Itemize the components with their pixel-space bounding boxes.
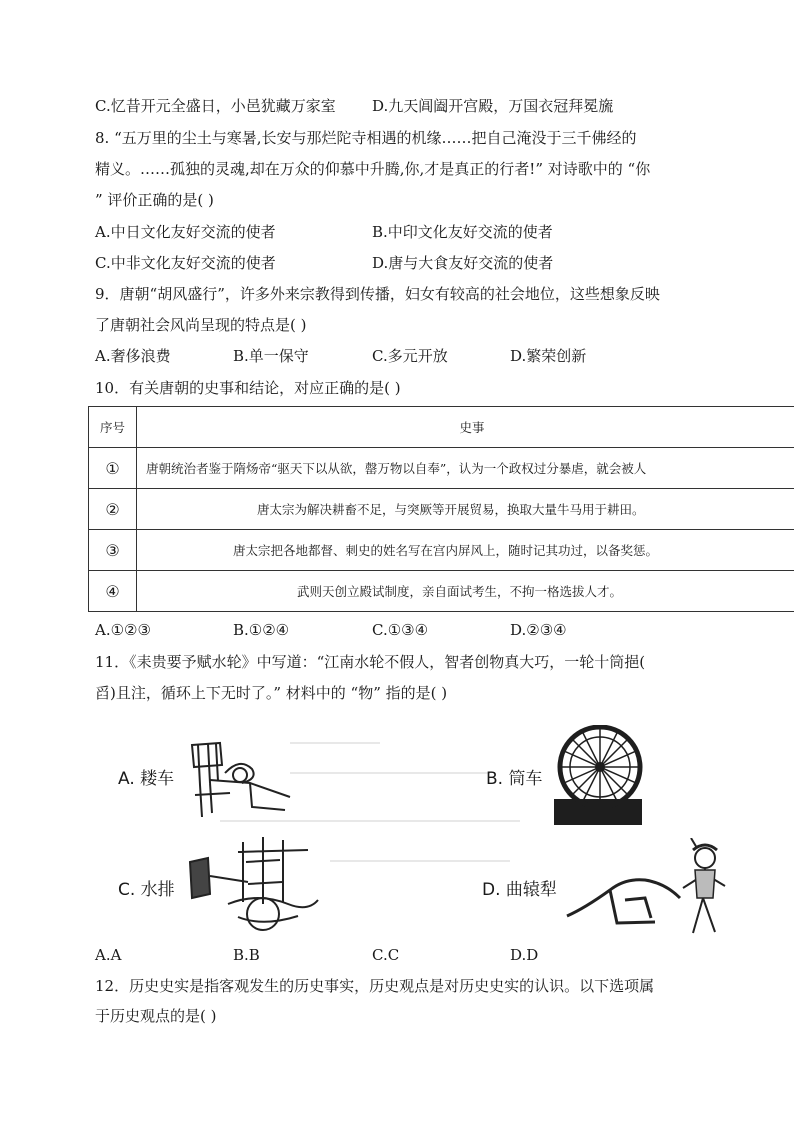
q12-stem-line2: 于历史观点的是( ): [95, 1007, 217, 1025]
waterwheel-illustration: [552, 725, 644, 827]
q8-option-c: C.中非文化友好交流的使者: [95, 254, 276, 272]
q9-option-a: A.奢侈浪费: [95, 347, 171, 365]
table-row: [89, 571, 794, 612]
q9-stem-line1: 9．唐朝“胡风盛行”，许多外来宗教得到传播，妇女有较高的社会地位，这些想象反映: [95, 285, 660, 303]
figure-label-a: A. 耧车: [118, 769, 175, 789]
q11-figure: [100, 720, 760, 940]
row-number: ④: [89, 571, 137, 612]
table-row: [89, 448, 794, 489]
q9-option-c: C.多元开放: [372, 347, 448, 365]
q10-stem: 10．有关唐朝的史事和结论，对应正确的是( ): [95, 379, 401, 397]
q11-option-d: D.D: [510, 946, 539, 964]
table-header-row: [89, 407, 794, 448]
q8-option-a: A.中日文化友好交流的使者: [95, 223, 276, 241]
water-bellows-illustration: [188, 832, 328, 937]
q10-table: [88, 406, 794, 612]
figure-label-d: D. 曲辕犁: [482, 880, 557, 900]
row-text: 唐朝统治者鉴于隋炀帝“驱天下以从欲，罄万物以自奉”，认为一个政权过分暴虐，就会被人: [137, 448, 794, 489]
q8-stem-line3: ” 评价正确的是( ): [95, 191, 214, 209]
q11-option-b: B.B: [233, 946, 260, 964]
table-header-number: 序号: [89, 407, 137, 448]
q10-option-c: C.①③④: [372, 621, 429, 639]
q7-option-d: D.九天阊阖开宫殿，万国衣冠拜冕旒: [372, 97, 614, 115]
row-text: 唐太宗为解决耕畜不足，与突厥等开展贸易，换取大量牛马用于耕田。: [137, 489, 794, 530]
table-row: [89, 530, 794, 571]
table-row: [89, 489, 794, 530]
q8-option-d: D.唐与大食友好交流的使者: [372, 254, 554, 272]
q10-option-a: A.①②③: [95, 621, 151, 639]
figure-label-c: C. 水排: [118, 880, 175, 900]
q11-option-a: A.A: [95, 946, 122, 964]
q10-option-b: B.①②④: [233, 621, 290, 639]
table-header-event: 史事: [137, 407, 794, 448]
q9-option-b: B.单一保守: [233, 347, 309, 365]
figure-label-b: B. 筒车: [486, 769, 543, 789]
q12-stem-line1: 12．历史史实是指客观发生的历史事实，历史观点是对历史史实的认识。以下选项属: [95, 977, 655, 995]
row-text: 唐太宗把各地都督、刺史的姓名写在宫内屏风上，随时记其功过，以备奖惩。: [137, 530, 794, 571]
q7-option-c: C.忆昔开元全盛日，小邑犹藏万家室: [95, 97, 336, 115]
row-number: ②: [89, 489, 137, 530]
q11-option-c: C.C: [372, 946, 400, 964]
q9-stem-line2: 了唐朝社会风尚呈现的特点是( ): [95, 316, 307, 334]
q8-stem-line2: 精义。……孤独的灵魂,却在万众的仰慕中升腾,你,才是真正的行者!” 对诗歌中的 “你: [95, 160, 651, 178]
row-text: 武则天创立殿试制度，亲自面试考生，不拘一格选拔人才。: [137, 571, 794, 612]
row-number: ③: [89, 530, 137, 571]
row-number: ①: [89, 448, 137, 489]
q10-option-d: D.②③④: [510, 621, 567, 639]
q8-stem-line1: 8. “五万里的尘土与寒暑,长安与那烂陀寺相遇的机缘……把自己淹没于三千佛经的: [95, 129, 637, 147]
seed-drill-illustration: [180, 735, 295, 830]
q11-stem-line1: 11．《耒贵要予赋水轮》中写道：“江南水轮不假人，智者创物真大巧，一轮十筒挹(: [95, 653, 646, 671]
q11-stem-line2: 舀)且注，循环上下无时了。” 材料中的 “物” 指的是( ): [95, 684, 448, 702]
q9-option-d: D.繁荣创新: [510, 347, 587, 365]
curved-plough-illustration: [565, 838, 740, 938]
q8-option-b: B.中印文化友好交流的使者: [372, 223, 553, 241]
